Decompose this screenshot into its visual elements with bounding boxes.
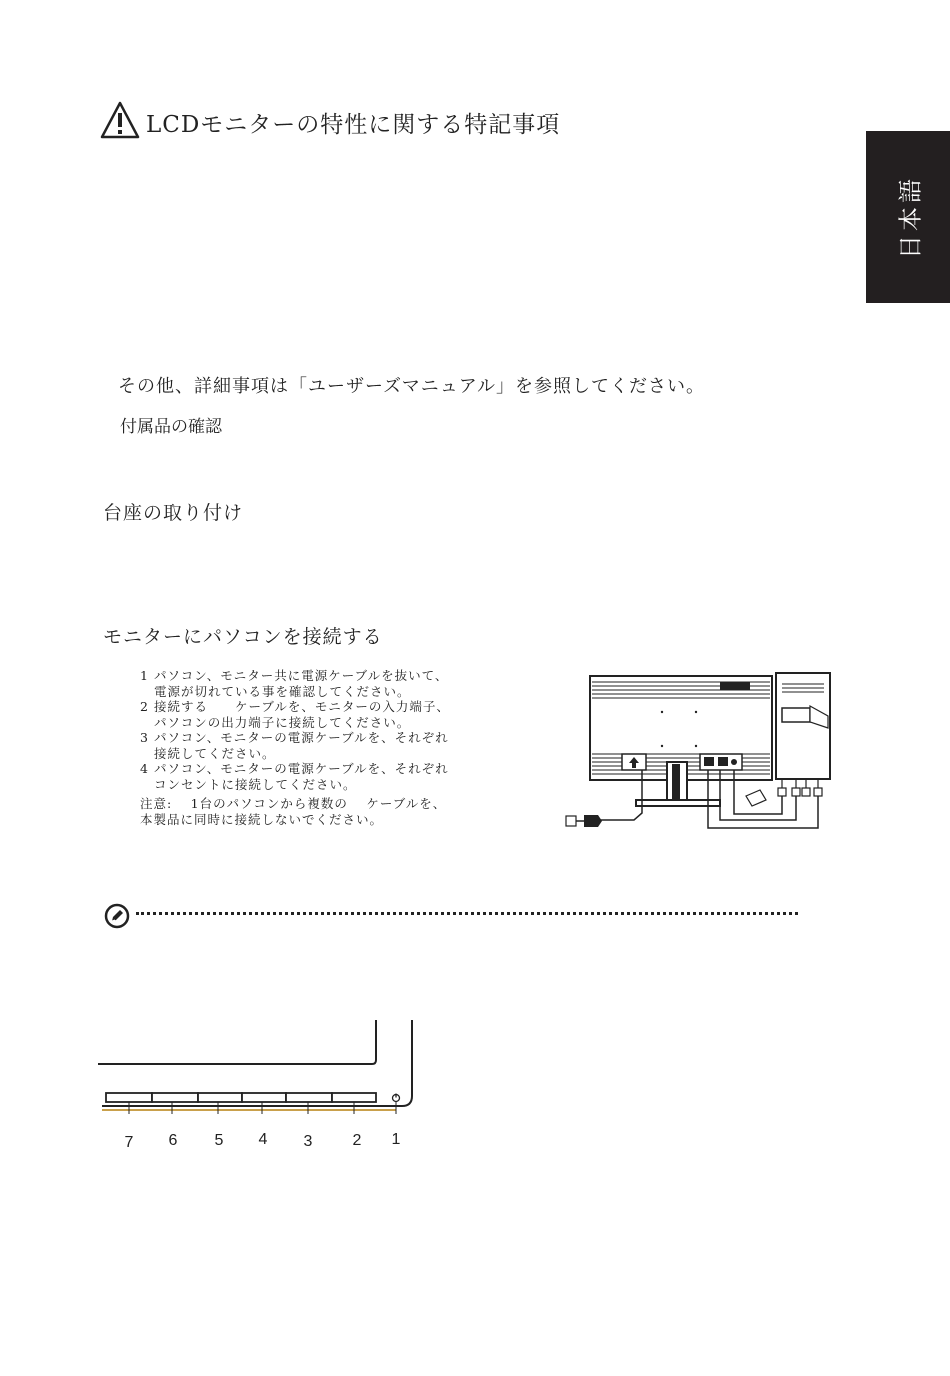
step-number: 1 <box>140 668 149 683</box>
step-number: 3 <box>140 730 149 745</box>
note-line: 注意: 1台のパソコンから複数の ケーブルを、 <box>140 796 447 811</box>
button-number-1: 1 <box>391 1131 401 1148</box>
step-text-cont: コンセントに接続してください。 <box>154 776 357 792</box>
step-item <box>140 699 520 730</box>
step-number: 2 <box>140 699 149 714</box>
button-number-2: 2 <box>352 1132 362 1149</box>
step-text-cont: 電源が切れている事を確認してください。 <box>154 683 411 699</box>
refer-manual-text: その他、詳細事項は「ユーザーズマニュアル」を参照してください。 <box>118 376 706 397</box>
button-number-3: 3 <box>303 1133 313 1150</box>
step-text-cont: パソコンの出力端子に接続してください。 <box>154 714 411 730</box>
button-number-4: 4 <box>258 1131 268 1148</box>
power-icon <box>393 1094 400 1102</box>
button-number-5: 5 <box>214 1132 224 1149</box>
step-text: パソコン、モニターの電源ケーブルを、それぞれ <box>153 761 449 776</box>
lcd-notice-heading: LCDモニターの特性に関する特記事項 <box>146 112 561 138</box>
connection-note <box>140 796 520 827</box>
connection-diagram <box>560 668 836 840</box>
connection-steps <box>140 668 520 827</box>
step-number: 4 <box>140 761 149 776</box>
note-divider <box>136 912 798 915</box>
step-item <box>140 730 520 761</box>
step-text-cont: 接続してください。 <box>154 745 276 761</box>
language-tab-label: 日本語 <box>896 175 925 259</box>
language-tab <box>866 131 950 303</box>
button-number-6: 6 <box>168 1132 178 1149</box>
step-text: パソコン、モニター共に電源ケーブルを抜いて、 <box>153 668 449 683</box>
accessories-heading: 付属品の確認 <box>120 417 222 437</box>
step-text: パソコン、モニターの電源ケーブルを、それぞれ <box>153 730 449 745</box>
button-number-7: 7 <box>124 1134 134 1151</box>
step-item <box>140 761 520 792</box>
warning-triangle-icon <box>100 100 140 140</box>
step-text: 接続する ケーブルを、モニターの入力端子、 <box>153 699 450 714</box>
note-pencil-icon <box>104 903 130 929</box>
stand-heading: 台座の取り付け <box>103 502 244 524</box>
connect-heading: モニターにパソコンを接続する <box>103 626 383 648</box>
note-line: 本製品に同時に接続しないでください。 <box>140 811 384 827</box>
step-item <box>140 668 520 699</box>
front-panel-diagram <box>96 1018 418 1114</box>
